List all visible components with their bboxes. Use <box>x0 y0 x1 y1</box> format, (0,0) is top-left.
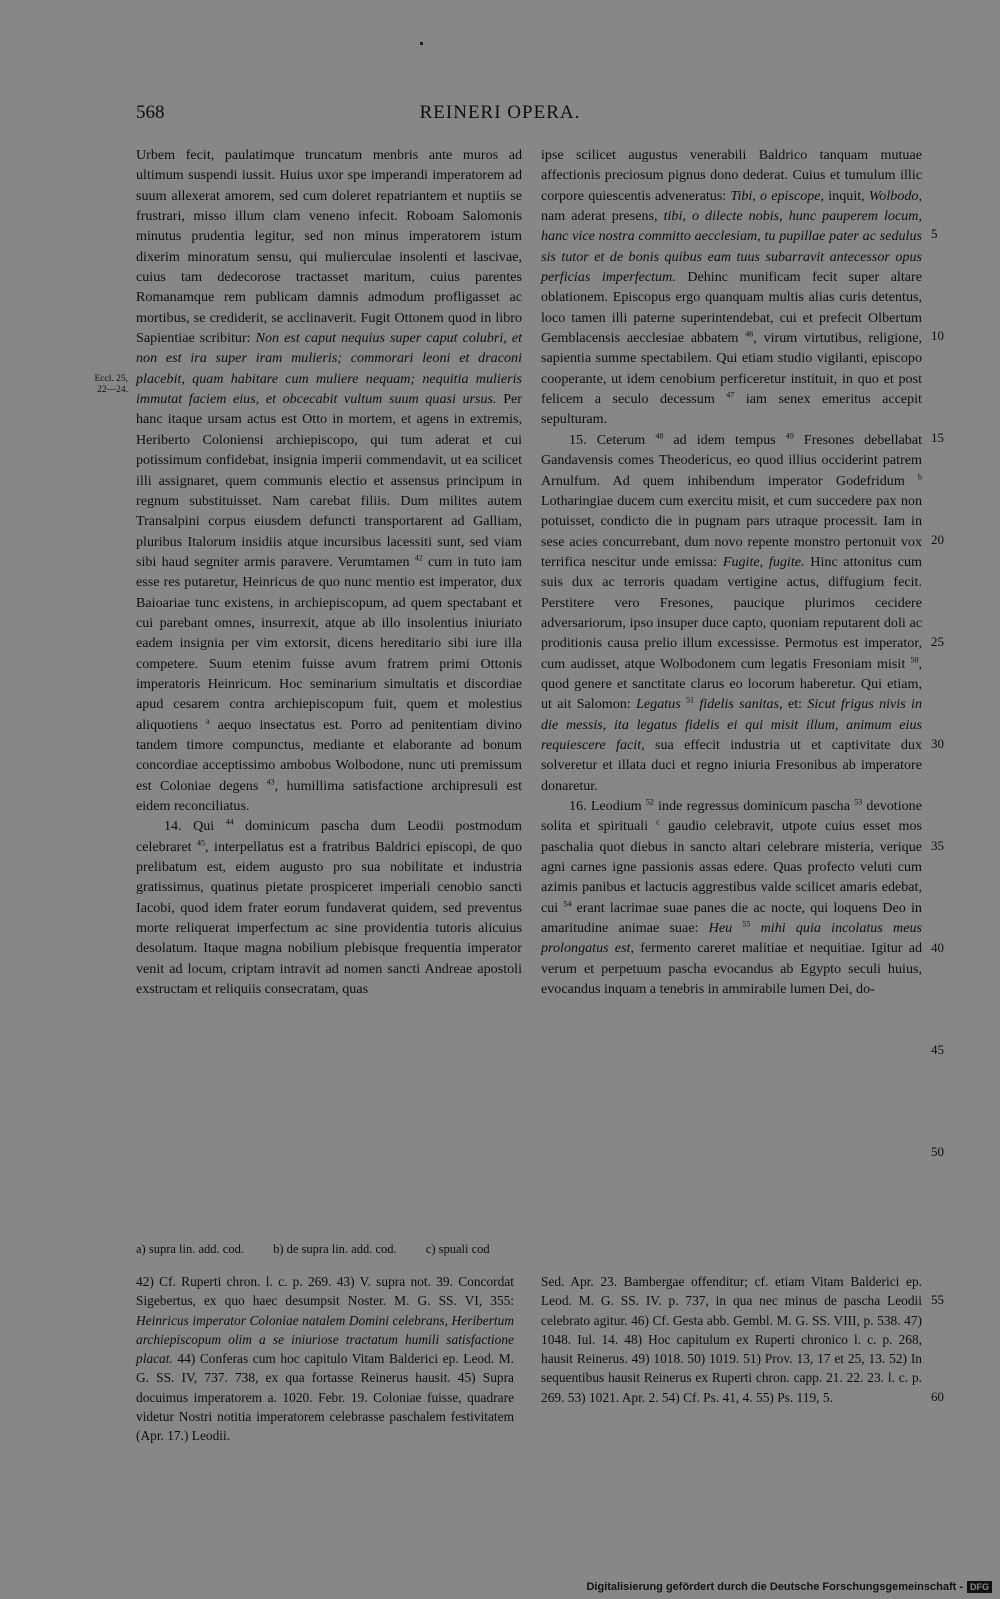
text-run: iam senex emeritus accepit sepulturam. <box>541 391 922 428</box>
quotation-italic: Wolbodo, <box>868 187 922 204</box>
page-number: 568 <box>136 102 165 123</box>
text-run: , virum virtutibus, religione, sapientia summe spectabilem. Qui etiam studio vigilanti, episcopo cooperante, ut idem cenobium perficeretur instituit, in quo et post felicem a seculo decessum <box>541 330 922 408</box>
text-run: Fresones debellabat Gandavensis comes Theodericus, eo quod illius occiderint patrem Arnulfum. Ad quem inhibendum imperator Godefridum <box>541 431 922 489</box>
text-run: Lotharingiae ducem cum exercitu misit, et cum succedere pax non potuisset, condicto die in pugnam pars utraque processit. Iam in sese acies concurrebant, dum novo repente monstro pertonuit vox terrifica nescitur unde emissa: <box>541 492 922 570</box>
footnote-marker: 54 <box>563 899 572 909</box>
scan-speck <box>420 42 423 45</box>
quotation-italic: tibi, o dilecte nobis, hunc pauperem locum, hanc vice nostra committo aecclesiam, tu pupillae pater ac sedulus sis tutor et de bonis quibus eam tuus subarravit antecessor opus perficias imperfectum. <box>541 208 922 286</box>
section-number: 14. Qui <box>164 818 215 835</box>
paragraph <box>136 145 522 816</box>
quotation-italic: Fugite, fugite. <box>722 553 805 570</box>
text-run: gaudio celebravit, utpote cuius esset mos paschalia quot diebus in sancto altari celebrare misteria, verique agni carnes igne passionis assas edere. Quas profecto veluti cum azimis panibus et lactucis aggrestibus valde scilicet amaris edebat, cui <box>541 818 923 916</box>
footnote-text <box>136 1272 514 1446</box>
text-run: , interpellatus est a fratribus Baldrici episcopi, de quo prelibatum est, eidem augusto pro sua nobilitate et industria gratissimus, quatinus pietate prospiceret imperiali cenobio sancti Iacobi, quod idem frater eorum fundaverat quidem, sed preventus morte reliquerat imperfectum ac sine providentia tutoris alicuius desolatum. Itaque magna nobilium plebisque frequentia imperator venit ad locum, criptam intravit ad nomen sancti Andreae apostoli exstructam et reliquiis consecratam, quas <box>136 838 522 998</box>
footnote-marker: 50 <box>910 654 919 664</box>
line-number: 50 <box>931 1144 944 1159</box>
footnotes-right-column <box>541 1272 922 1407</box>
quotation-italic: fidelis sanitas, <box>699 696 783 713</box>
text-run: 15. Ceterum <box>569 431 646 448</box>
footnote-marker: 43 <box>266 776 275 786</box>
quotation-italic: Heinricus imperator Coloniae natalem Domini celebrans, Heribertum archiepiscopum olim a se iniuriose tractatum humili satisfactione placat. <box>136 1312 514 1367</box>
apparatus-note-a: a) supra lin. add. cod. <box>136 1242 244 1256</box>
footnote-text: Sed. Apr. 23. Bambergae offenditur; cf. etiam Vitam Balderici ep. Leod. M. G. SS. IV. p. 737, in qua nec minus de pascha Leodii celebrato agitur. 46) Cf. Gesta abb. Gembl. M. G. SS. VIII, p. 538. 47) 1048. Iul. 14. 48) Hoc capitulum ex Ruperti chronico l. c. p. 268, hausit Reinerus. 49) 1018. 50) 1019. 51) Prov. 13, 17 et 25, 13. 52) In sequentibus hausit Reinerus ex Ruperti chron. capp. 21. 22. 23. l. c. p. 269. 53) 1021. Apr. 2. 54) Cf. Ps. 41, 4. 55) Ps. 119, 5. <box>541 1274 922 1405</box>
text-run: Dehinc munificam fecit super altare oblationem. Episcopus ergo quanquam multis alias curis detentus, loco tamen illi paterne superintendebat, cui et prefecit Olbertum Gemblacensis aecclesiae abbatem <box>541 269 922 347</box>
margin-reference-line-2: 22—24. <box>97 385 128 395</box>
text-run: , humillima satisfactione archipresuli est eidem reconciliatus. <box>136 777 522 814</box>
text-run: 44) Conferas cum hoc capitulo Vitam Balderici ep. Leod. M. G. SS. IV, 737. 738, ex qua fortasse Reinerus hausit. 45) Supra docuimus imperatorem a. 1020. Febr. 19. Coloniae fuisse, quadrare videtur Nostri notitia imperatorem celebrasse paschalem festivitatem (Apr. 17.) Leodii. <box>136 1351 514 1444</box>
apparatus-marker: b <box>917 471 922 481</box>
quotation-italic: Legatus <box>636 696 681 713</box>
line-number: 30 <box>931 736 944 751</box>
text-run: ad idem tempus <box>673 431 776 448</box>
line-number: 35 <box>931 838 944 853</box>
line-number: 60 <box>931 1389 944 1404</box>
quotation-italic: Heu <box>708 920 733 937</box>
critical-apparatus <box>136 1242 922 1257</box>
text-run: devotione solita et spirituali <box>541 798 922 835</box>
text-run: 16. Leodium <box>569 798 642 814</box>
footnote-marker: 48 <box>655 431 664 441</box>
text-run: aequo insectatus est. Porro ad penitentiam divino tandem timore compunctus, mediante et elaborante ad bonum concordiae acceptissimo ambobus Wolbodone, nunc uti premissum est Coloniae degens <box>136 716 522 794</box>
text-run: sua effecit industria ut et captivitate dux solveretur et illata duci et regno iniuria Fresonibus ab imperatore donaretur. <box>541 736 923 794</box>
text-run: Urbem fecit, paulatimque truncatum menbris ante muros ad ultimum suspendi iussit. Huius uxor spe imperandi imperatorem ad suum allexerat amorem, sed cum doleret repatriantem et nuptiis se frustrari, misso illum clam veneno infecit. Roboam Salomonis minutus prudentia legitur, sed non minus imperatorem istum dixerim minoratum sensu, qui mulierculae insolenti et lascivae, cuius tam dedecorose tractasset maritum, cuius parentes Romanamque rem publicam damnis admodum profligasset ac mortibus, se crediderit, se acclinaverit. Fugit Ottonem quod in libro Sapientiae scribitur: <box>136 147 522 347</box>
quotation-italic: Sicut frigus nivis in die messis, ita legatus fidelis ei qui misit illum, animum eius requiescere facit, <box>541 696 922 753</box>
line-number: 10 <box>931 328 944 343</box>
line-number: 45 <box>931 1042 944 1057</box>
apparatus-marker: a <box>205 715 210 725</box>
apparatus-marker: c <box>656 817 660 827</box>
footnote-marker: 45 <box>197 838 206 847</box>
margin-reference-line-1: Eccl. 25, <box>94 374 128 384</box>
main-text-right-column <box>541 145 922 999</box>
text-run: fermento careret malitiae et nequitiae. Igitur ad verum et perpetuum pascha evocandus ab Egypto seculi huius, evocandus inquam a tenebris in ammirabile lumen Dei, do- <box>541 940 922 998</box>
footnote-marker: 52 <box>645 797 654 807</box>
footnote-marker: 51 <box>686 695 695 705</box>
running-head: REINERI OPERA. <box>419 102 581 123</box>
quotation-italic: Non est caput nequius super caput colubri, et non est ira super iram mulieris; commorari leoni et draconi placebit, quam habitare cum muliere nequam; nequitia mulieris immutat faciem eius, et obcecabit vultum suum quasi ursus. <box>136 330 522 408</box>
text-run: inquit, <box>828 187 865 204</box>
text-run: 42) Cf. Ruperti chron. l. c. p. 269. 43) V. supra not. 39. Concordat Sigebertus, ex quo haec desumpsit Noster. M. G. SS. VI, 355: <box>136 1274 514 1309</box>
text-run: dominicum pascha dum Leodii postmodum celebraret <box>136 818 522 855</box>
footnotes-left-column <box>136 1272 514 1446</box>
paragraph-14 <box>136 816 522 999</box>
paragraph-15 <box>541 430 922 796</box>
text-run: Per hanc itaque ursam actus est Otto in mortem, et agens in extremis, Heriberto Coloniensi archiepiscopo, qui tum aderat et cui potissimum confidebat, insignia imperii commendavit, ut ea scilicet illi assignaret, quem communis electio et assensus principum in regnum substituisset. Nam carebat filiis. Dum milites autem Transalpini corpus eiusdem defuncti transportarent ad Galliam, pluribus Italorum insidiis atque incursibus lacessiti sunt, sed viam sibi haud segniter armis paravere. Verumtamen <box>136 391 522 570</box>
line-number: 20 <box>931 532 944 547</box>
text-run: ipse scilicet augustus venerabili Baldrico tanquam mutuae affectionis preciosum pignus dono dederat. Cuius et tumulum illic corpore quiescentis adveneratus: <box>541 147 922 204</box>
footnote-marker: 55 <box>742 919 751 929</box>
text-run: nam aderat presens, <box>541 208 658 225</box>
main-text-left-column <box>136 145 522 999</box>
text-run: Hinc attonitus cum suis dux ac terroris quadam vertigine actus, diffugium fecit. Perstitere vero Fresones, paucique plurimos cecidere adversariorum, ipso insuper duce capto, quoniam reputarent doli ac proditionis causa prelio illum excessisse. Permotus est imperator, cum audisset, atque Wolbodonem cum legatis Fresoniam misit <box>541 553 922 672</box>
digitization-credit <box>586 1581 992 1593</box>
footnote-marker: 44 <box>225 817 234 827</box>
paragraph-16 <box>541 796 922 999</box>
text-run: inde regressus dominicum pascha <box>658 798 850 814</box>
text-run: cum in tuto iam esse res putaretur, Heinricus de quo nunc mentio est imperator, dux Baioariae tunc existens, in archiepiscopum, ad quem spectabant et cui parebant omnes, insurrexit, atque ab illo insolentius iniuriato eadem insignia per vim extorsit, dicens hereditario sibi iure illa competere. Suum etenim fuisse avum fratrem primi Ottonis imperatoris Heinricum. Hoc seminarium simultatis et discordiae apud cesarem contra archiepiscopum fuit, quem et molestius aliquotiens <box>136 553 522 733</box>
apparatus-note-c: c) spuali cod <box>425 1242 490 1256</box>
footnote-marker: 49 <box>785 431 794 441</box>
dfg-logo-icon: DFG <box>967 1581 992 1593</box>
quotation-italic: Tibi, o episcope, <box>730 187 825 204</box>
margin-reference <box>88 374 128 396</box>
text-run: et: <box>787 696 803 713</box>
paragraph <box>541 145 922 430</box>
line-number: 40 <box>931 940 944 955</box>
line-number: 15 <box>931 430 944 445</box>
footnote-marker: 46 <box>745 329 754 339</box>
footnote-marker: 53 <box>854 797 863 807</box>
footer-text: Digitalisierung gefördert durch die Deutsche Forschungsgemeinschaft - <box>586 1581 963 1593</box>
text-run: , quod genere et sanctitate clarus eo locorum haberetur. Qui etiam, ut ait Salomon: <box>541 655 922 713</box>
line-number: 55 <box>931 1292 944 1307</box>
line-number: 25 <box>931 634 944 649</box>
footnote-marker: 47 <box>726 390 735 400</box>
text-run: erant lacrimae suae panes die ac nocte, qui loquens Deo in amaritudine animae suae: <box>541 899 922 937</box>
footnote-marker: 42 <box>414 553 423 563</box>
quotation-italic: mihi quia incolatus meus prolongatus est, <box>541 920 923 957</box>
apparatus-note-b: b) de supra lin. add. cod. <box>273 1242 397 1256</box>
line-number: 5 <box>931 226 938 241</box>
